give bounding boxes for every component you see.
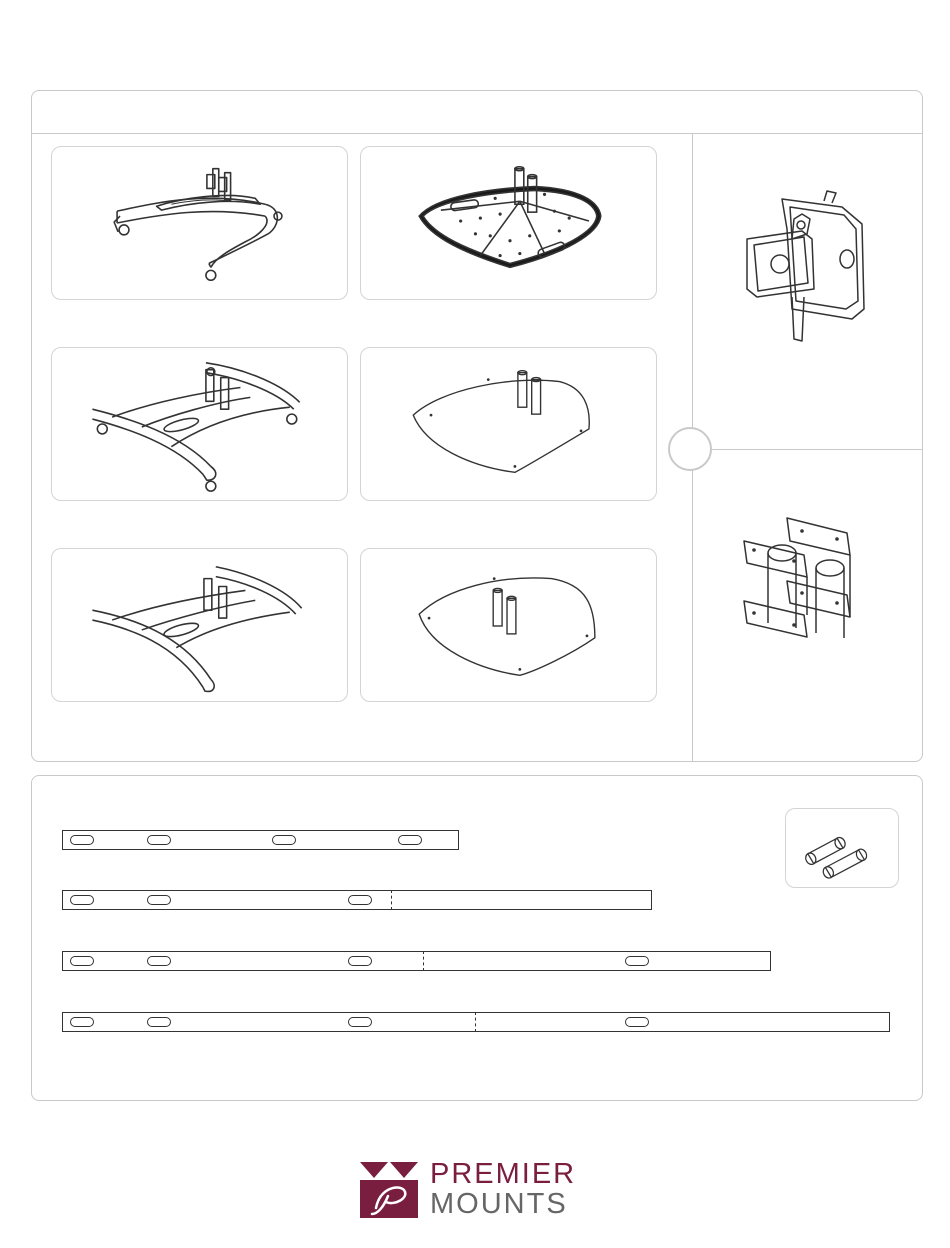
tilt-bracket-icon <box>732 179 882 349</box>
perforated-plate-icon <box>361 147 656 299</box>
base-card-caster-wide[interactable] <box>51 347 348 501</box>
premier-mounts-logo <box>358 1158 598 1222</box>
base-card-flat-plate-large[interactable] <box>360 548 657 702</box>
flat-plate-large-icon <box>361 549 656 701</box>
premier-mounts-logo-mark-icon <box>358 1158 420 1220</box>
caster-base-icon <box>52 147 347 299</box>
logo-word-premier: PREMIER <box>430 1158 577 1190</box>
poles-panel <box>31 775 923 1101</box>
base-card-glide[interactable] <box>51 548 348 702</box>
adapter-divider <box>692 449 922 450</box>
logo-word-mounts: MOUNTS <box>430 1188 568 1220</box>
pole-long[interactable] <box>62 951 771 971</box>
pole-extra-long[interactable] <box>62 1012 890 1032</box>
caster-base-wide-icon <box>52 348 347 500</box>
pole-short[interactable] <box>62 830 459 850</box>
base-card-flat-plate[interactable] <box>360 347 657 501</box>
adapter-tilt-bracket[interactable] <box>732 179 882 349</box>
panel-header <box>32 91 922 134</box>
pole-medium[interactable] <box>62 890 652 910</box>
pole-pins-icon <box>786 809 898 887</box>
base-card-caster[interactable] <box>51 146 348 300</box>
accessory-pins-card[interactable] <box>785 808 899 888</box>
components-panel <box>31 90 923 762</box>
dual-pole-clamp-icon <box>732 503 882 663</box>
adapter-dual-pole-clamp[interactable] <box>732 503 882 663</box>
flat-plate-icon <box>361 348 656 500</box>
connector-circle <box>668 427 712 471</box>
base-card-perforated-plate[interactable] <box>360 146 657 300</box>
glide-base-icon <box>52 549 347 701</box>
